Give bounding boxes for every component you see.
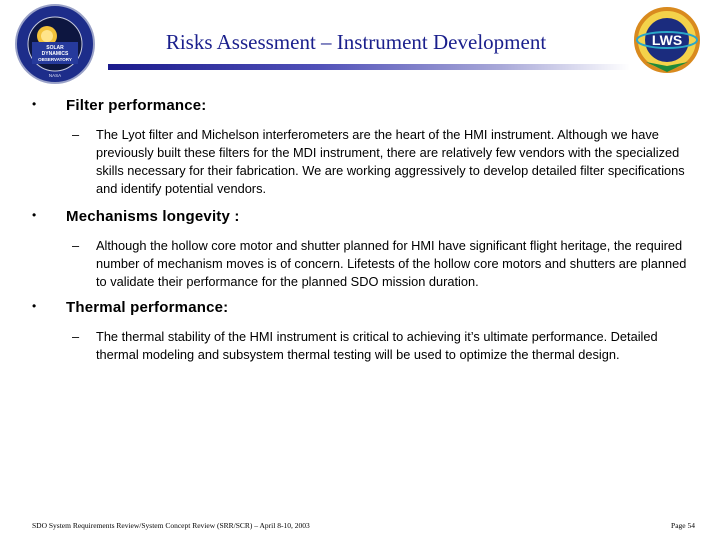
sdo-logo-text-2: DYNAMICS	[41, 51, 69, 57]
sub-bullet-text: The thermal stability of the HMI instrument is critical to achieving it’s ultimate performance. Detailed thermal modeling and subsystem thermal testing will be used to optimize the thermal design.	[96, 329, 658, 362]
sub-bullet-text: The Lyot filter and Michelson interferometers are the heart of the HMI instrument. Although we have previously built these filters for the MDI instrument, there are relatively few vendors with the specialized skills necessary for their fabrication. We are working aggressively to develop detailed filter specifications and identify potential vendors.	[96, 127, 685, 196]
lws-logo	[626, 4, 708, 76]
page-title: Risks Assessment – Instrument Development	[165, 30, 547, 54]
footer-review-label: SDO System Requirements Review/System Concept Review (SRR/SCR) – April 8-10, 2003	[32, 521, 310, 530]
sdo-logo-text-4: NASA	[48, 73, 62, 78]
bullet-heading: Thermal performance:	[66, 299, 229, 316]
title-underline	[108, 64, 630, 70]
bullet-dot: •	[32, 299, 37, 313]
sdo-logo-text-3: OBSERVATORY	[38, 57, 72, 62]
bullet-list	[32, 97, 692, 364]
bullet-heading: Mechanisms longevity :	[66, 208, 240, 225]
sdo-logo-text-1: SOLAR	[46, 45, 64, 51]
sub-bullet-dash: –	[72, 238, 80, 253]
lws-logo-text: LWS	[651, 32, 683, 48]
sub-bullet-dash: –	[72, 127, 80, 142]
bullet-filter-performance	[32, 97, 692, 198]
bullet-mechanisms-longevity	[32, 208, 692, 291]
sub-bullet-dash: –	[72, 329, 80, 344]
bullet-dot: •	[32, 97, 37, 111]
sub-bullet	[72, 328, 692, 364]
sdo-logo	[14, 3, 96, 85]
bullet-thermal-performance	[32, 299, 692, 364]
sub-bullet	[72, 237, 692, 291]
sub-bullet	[72, 126, 692, 198]
page-number: Page 54	[671, 521, 695, 530]
bullet-heading: Filter performance:	[66, 97, 207, 114]
sub-bullet-text: Although the hollow core motor and shutter planned for HMI have significant flight heritage, the required number of mechanism moves is of concern. Lifetests of the hollow core motors and shutters are planned to validate their performance for the planned SDO mission duration.	[96, 238, 687, 289]
bullet-dot: •	[32, 208, 37, 222]
